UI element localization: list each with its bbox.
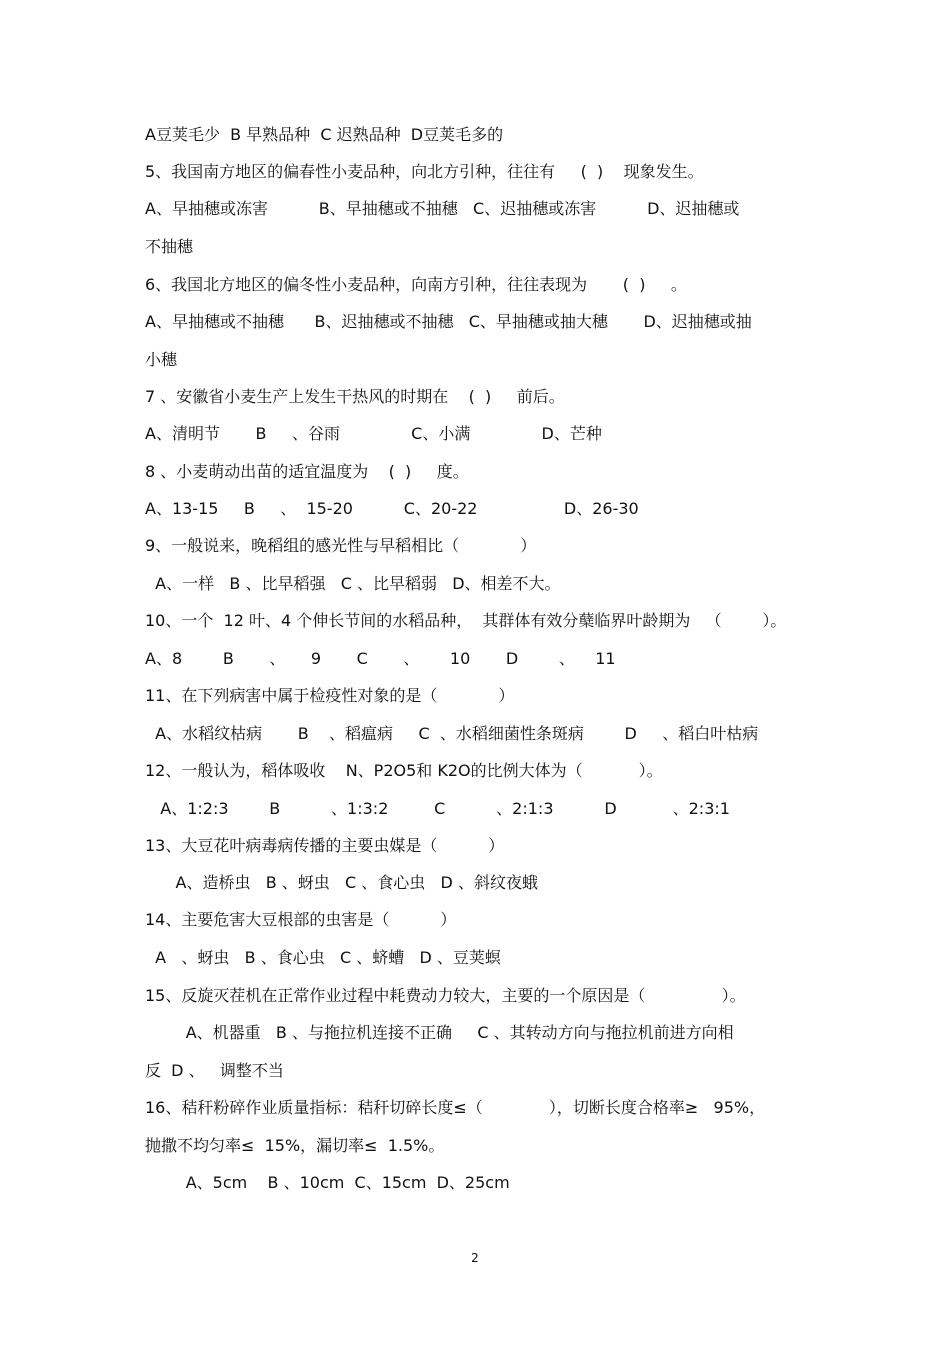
question-14: 14、主要危害大豆根部的虫害是（ ） <box>145 910 457 929</box>
question-16-cont: 抛撒不均匀率≤ 15%，漏切率≤ 1.5%。 <box>145 1136 445 1155</box>
question-6-options: A、早抽穗或不抽穗 B、迟抽穗或不抽穗 C、早抽穗或抽大穗 D、迟抽穗或抽 <box>145 312 752 331</box>
question-16: 16、秸秆粉碎作业质量指标：秸秆切碎长度≤（ ），切断长度合格率≥ 95%， <box>145 1098 766 1117</box>
question-14-options: A 、蚜虫 B 、食心虫 C 、蛴螬 D 、豆荚螟 <box>145 948 501 967</box>
question-15-options-cont: 反 D 、 调整不当 <box>145 1061 284 1080</box>
question-5-options-cont: 不抽穗 <box>145 237 194 256</box>
question-9-options: A、一样 B 、比早稻强 C 、比早稻弱 D、相差不大。 <box>145 574 561 593</box>
question-8: 8 、小麦萌动出苗的适宜温度为 ( ) 度。 <box>145 462 469 481</box>
question-13: 13、大豆花叶病毒病传播的主要虫媒是（ ） <box>145 836 505 855</box>
question-12: 12、一般认为，稻体吸收 N、P2O5和 K2O的比例大体为（ ）。 <box>145 761 663 780</box>
question-9: 9、一般说来，晚稻组的感光性与早稻相比（ ） <box>145 536 537 555</box>
question-7-options: A、清明节 B 、谷雨 C、小满 D、芒种 <box>145 424 602 443</box>
question-10-options: A、8 B 、 9 C 、 10 D 、 11 <box>145 649 616 668</box>
question-6-options-cont: 小穗 <box>145 350 178 369</box>
page-number: 2 <box>471 1251 479 1265</box>
question-6: 6、我国北方地区的偏冬性小麦品种，向南方引种，往往表现为 ( ) 。 <box>145 275 687 294</box>
question-16-options: A、5cm B 、10cm C、15cm D、25cm <box>145 1173 510 1192</box>
question-12-options: A、1:2:3 B 、1:3:2 C 、2:1:3 D 、2:3:1 <box>145 799 730 818</box>
question-7: 7 、安徽省小麦生产上发生干热风的时期在 ( ) 前后。 <box>145 387 565 406</box>
question-15: 15、反旋灭茬机在正常作业过程中耗费动力较大，主要的一个原因是（ ）。 <box>145 986 746 1005</box>
question-5: 5、我国南方地区的偏春性小麦品种，向北方引种，往往有 ( ) 现象发生。 <box>145 162 704 181</box>
question-5-options: A、早抽穗或冻害 B、早抽穗或不抽穗 C、迟抽穗或冻害 D、迟抽穗或 <box>145 199 740 218</box>
question-11-options: A、水稻纹枯病 B 、稻瘟病 C 、水稻细菌性条斑病 D 、稻白叶枯病 <box>145 724 759 743</box>
question-15-options: A、机器重 B 、与拖拉机连接不正确 C 、其转动方向与拖拉机前进方向相 <box>145 1023 734 1042</box>
question-13-options: A、造桥虫 B 、蚜虫 C 、食心虫 D 、斜纹夜蛾 <box>145 873 538 892</box>
question-8-options: A、13-15 B 、 15-20 C、20-22 D、26-30 <box>145 499 639 518</box>
text-line-1: A豆荚毛少 B 早熟品种 C 迟熟品种 D豆荚毛多的 <box>145 125 504 144</box>
question-10: 10、一个 12 叶、4 个伸长节间的水稻品种， 其群体有效分蘖临界叶龄期为 （ ）。 <box>145 611 787 630</box>
question-11: 11、在下列病害中属于检疫性对象的是（ ） <box>145 686 515 705</box>
